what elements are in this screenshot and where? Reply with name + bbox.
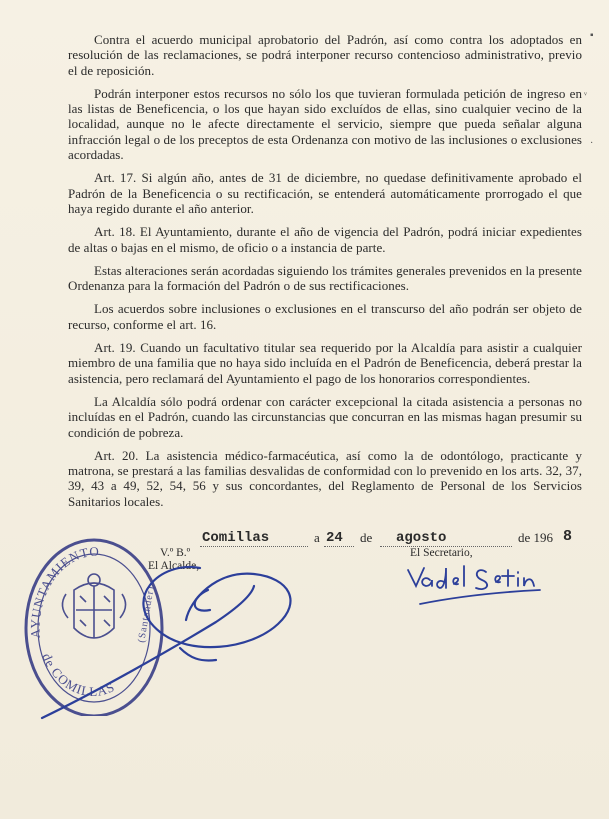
stamp-top-text: AYUNTAMIENTO: [27, 543, 100, 639]
secretario-signature: [400, 560, 550, 620]
paragraph-art-18: Art. 18. El Ayuntamiento, durante el año de vigencia del Padrón, podrá iniciar expedientes de altas o bajas en el mismo, de oficio o a instancia de parte.: [68, 224, 582, 255]
paragraph-art-20: Art. 20. La asistencia médico-farmacéutica, así como la de odontólogo, practicante y matrona, se prestará a las familias desvalidas de conformidad con lo prevenido en los arts. 32, 37, 39, 43 a 49, 52, 54, 56 y sus concordantes, del Reglamento de Personal de los Servicios Sanitarios locales.: [68, 447, 582, 509]
vb-label: V.º B.º: [160, 547, 191, 559]
year-digit: 8: [563, 528, 573, 545]
paragraph-alteraciones: Estas alteraciones serán acordadas siguiendo los trámites generales prevenidos en la presente Ordenanza para la formación del Padrón o de sus rectificaciones.: [68, 262, 582, 294]
year-prefix: de 196: [518, 530, 554, 545]
margin-mark: ·: [590, 138, 594, 149]
place-value: Comillas: [202, 530, 270, 546]
month-value: agosto: [396, 530, 447, 546]
paragraph-art-17: Art. 17. Si algún año, antes de 31 de diciembre, no quedase definitivamente aprobado el Padrón de la Beneficencia o su rectificación, se entenderá automáticamente prorrogado el que haya regido durante el año anterior.: [68, 170, 582, 216]
paragraph-alcaldia: La Alcaldía sólo podrá ordenar con carácter excepcional la citada asistencia a personas no incluídas en el Padrón, cuando las circunstancias que concurran en las mismas hagan presumir su condición de pobreza.: [68, 393, 582, 440]
stamp-province: (Santander): [136, 584, 157, 644]
secretario-label: El Secretario,: [410, 547, 473, 559]
alcalde-label: El Alcalde,: [148, 560, 200, 572]
margin-mark: ▪: [590, 30, 594, 41]
alcalde-signature: [40, 540, 310, 730]
margin-mark: ᵛ: [584, 90, 587, 101]
ordinance-text: [68, 32, 582, 516]
date-connector-de: de: [360, 530, 373, 545]
paragraph-art-19: Art. 19. Cuando un facultativo titular sea requerido por la Alcaldía para asistir a cualquier miembro de una familia que no haya sido incluída en el Padrón de Beneficencia, deberá prestar la asistencia, pero reclamará del Ayuntamiento el pago de los honorarios correspondientes.: [68, 340, 582, 386]
stamp-bottom-text: de COMILLAS: [39, 650, 118, 700]
paragraph-acuerdos: Los acuerdos sobre inclusiones o exclusiones en el transcurso del año podrán ser objeto de recurso, conforme el art. 16.: [68, 301, 582, 332]
day-value: 24: [326, 530, 343, 546]
paragraph-recurso: Contra el acuerdo municipal aprobatorio del Padrón, así como contra los adoptados en resolución de las reclamaciones, se podrá interponer recurso contencioso administrativo, previo el de reposición.: [68, 32, 582, 78]
paragraph-interponer: Podrán interponer estos recursos no sólo los que tuvieran formulada petición de ingreso en las listas de Beneficencia, o los que hayan sido excluídos de ellas, sino cualquier vecino de la localidad, aunque no le afecte directamente el servicio, siempre que pueda señalar alguna infracción legal o de los preceptos de esta Ordenanza con motivo de las inclusiones o exclusiones acordadas.: [68, 85, 582, 163]
date-connector-a: a: [314, 530, 320, 545]
